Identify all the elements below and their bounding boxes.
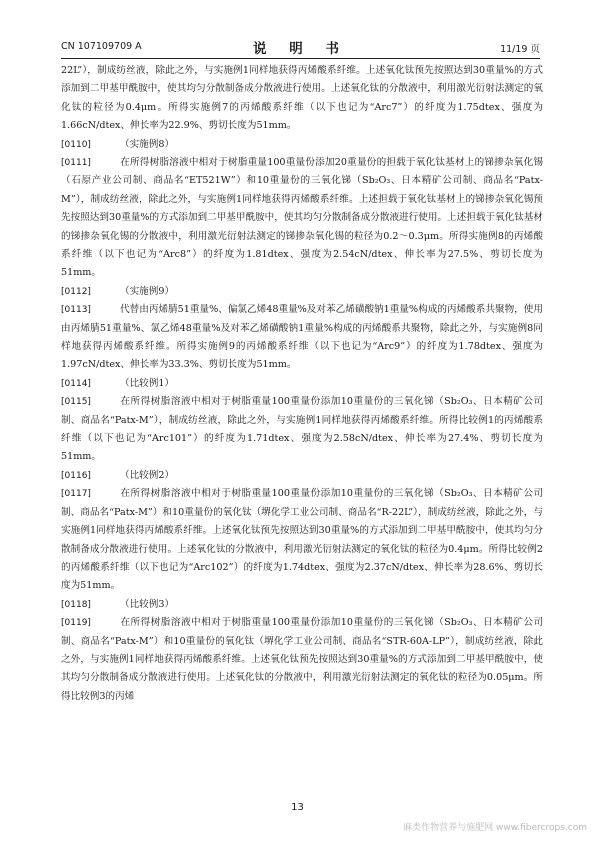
paragraph-number: [0110] [61, 139, 91, 150]
paragraph-number: [0114] [61, 378, 91, 389]
page-header [61, 37, 540, 57]
paragraph-number: [0112] [61, 286, 91, 297]
paragraph-text: 代替由丙烯腈51重量%、偏氯乙烯48重量%及对苯乙烯磺酸钠1重量%构成的丙烯酸系共聚物，使用由丙烯腈51重量%、氯乙烯48重量%及对苯乙烯磺酸钠1重量%构成的丙烯酸系共聚物，除此之外，与实施例8同样地获得丙烯酸系纤维。所得实施例9的丙烯酸系纤维（以下也记为“Arc9”）的纤度为1.78dtex、强度为1.97cN/dtex、伸长率为33.3%、剪切长度为51mm。 [61, 304, 543, 371]
paragraph-number: [0111] [61, 158, 91, 169]
paragraph-number: [0119] [61, 618, 91, 629]
paragraph [61, 301, 543, 375]
section-heading [61, 136, 543, 154]
heading-text: （实施例9） [120, 285, 175, 297]
heading-text: （比较例3） [120, 598, 175, 610]
heading-text: （实施例8） [120, 138, 175, 150]
paragraph-number: [0115] [61, 397, 91, 408]
heading-text: （比较例2） [120, 469, 175, 481]
patent-number: CN 107109709 A [61, 41, 142, 52]
paragraph-number: [0118] [61, 599, 91, 610]
page-number: 13 [291, 802, 304, 813]
paragraph-text: 在所得树脂溶液中相对于树脂重量100重量份添加20重量份的担载于氧化钛基材上的锑掺杂氧化锡（石原产业公司制、商品名“ET521W”）和10重量份的三氧化锑（Sb₂O₃、日本精矿公司制、商品名“Patx-M”），制成纺丝液，除此之外，与实施例1同样地获得丙烯酸系纤维。上述担载于氧化钛基材上的锑掺杂氧化锡预先按照达到30重量%的方式添加到二甲基甲酰胺中，使其均匀分散制备成分散液进行使用。上述担载于氧化钛基材的锑掺杂氧化锡的分散液中，利用激光衍射法测定的锑掺杂氧化锡的粒径为0.2～0.3μm。所得实施例8的丙烯酸系纤维（以下也记为“Arc8”）的纤度为1.81dtex、强度为2.54cN/dtex、伸长率为27.5%、剪切长度为51mm。 [61, 157, 543, 279]
site-watermark: 麻类作物营养与施肥网 www.fibercrops.com [403, 823, 587, 833]
paragraph-number: [0113] [61, 305, 91, 316]
paragraph-continuation [61, 62, 543, 136]
paragraph-text: 在所得树脂溶液中相对于树脂重量100重量份添加10重量份的三氧化锑（Sb₂O₃、日本精矿公司制、商品名“Patx-M”），制成纺丝液，除此之外，与实施例1同样地获得丙烯酸系纤维。所得比较例1的丙烯酸系纤维（以下也记为“Arc101”）的纤度为1.71dtex、强度为2.58cN/dtex、伸长率为27.4%、剪切长度为51mm。 [61, 396, 543, 463]
section-heading [61, 283, 543, 301]
header-divider [61, 58, 540, 59]
paragraph-number: [0117] [61, 489, 91, 500]
page-counter: 11/19 页 [500, 44, 540, 55]
section-heading [61, 467, 543, 485]
document-body [61, 62, 543, 782]
paragraph-text: 在所得树脂溶液中相对于树脂重量100重量份添加10重量份的三氧化锑（Sb₂O₃、日本精矿公司制、商品名“Patx-M”）和10重量份的氧化钛（堺化学工业公司制、商品名“R-22L”），制成纺丝液，除此之外，与实施例1同样地获得丙烯酸系纤维。上述氧化钛预先按照达到30重量%的方式添加到二甲基甲酰胺中，使其均匀分散制备成分散液进行使用。上述氧化钛的分散液中，利用激光衍射法测定的氧化钛的粒径为0.4μm。所得比较例2的丙烯酸系纤维（以下也记为“Arc102”）的纤度为1.74dtex、强度为2.37cN/dtex、伸长率为28.6%、剪切长度为51mm。 [61, 488, 543, 592]
paragraph-text: 在所得树脂溶液中相对于树脂重量100重量份添加10重量份的三氧化锑（Sb₂O₃、日本精矿公司制、商品名“Patx-M”）和10重量份的氧化钛（堺化学工业公司制、商品名“STR-60A-LP”），制成纺丝液，除此之外，与实施例1同样地获得丙烯酸系纤维。上述氧化钛预先按照达到30重量%的方式添加到二甲基甲酰胺中，使其均匀分散制备成分散液进行使用。上述氧化钛的分散液中，利用激光衍射法测定的氧化钛的粒径为0.05μm。所得比较例3的丙烯 [61, 617, 543, 702]
document-title: 说 明 书 [253, 41, 348, 57]
paragraph-text: 22L”），制成纺丝液，除此之外，与实施例1同样地获得丙烯酸系纤维。上述氧化钛预先按照达到30重量%的方式添加到二甲基甲酰胺中，使其均匀分散制备成分散液进行使用。上述氧化钛的分散液中，利用激光衍射法测定的氧化钛的粒径为0.4μm。所得实施例7的丙烯酸系纤维（以下也记为“Arc7”）的纤度为1.75dtex、强度为1.66cN/dtex、伸长率为22.9%、剪切长度为51mm。 [61, 65, 543, 132]
paragraph [61, 485, 543, 595]
section-heading [61, 596, 543, 614]
paragraph-number: [0116] [61, 470, 91, 481]
paragraph [61, 393, 543, 467]
paragraph [61, 154, 543, 283]
paragraph [61, 614, 543, 706]
heading-text: （比较例1） [120, 377, 175, 389]
section-heading [61, 375, 543, 393]
